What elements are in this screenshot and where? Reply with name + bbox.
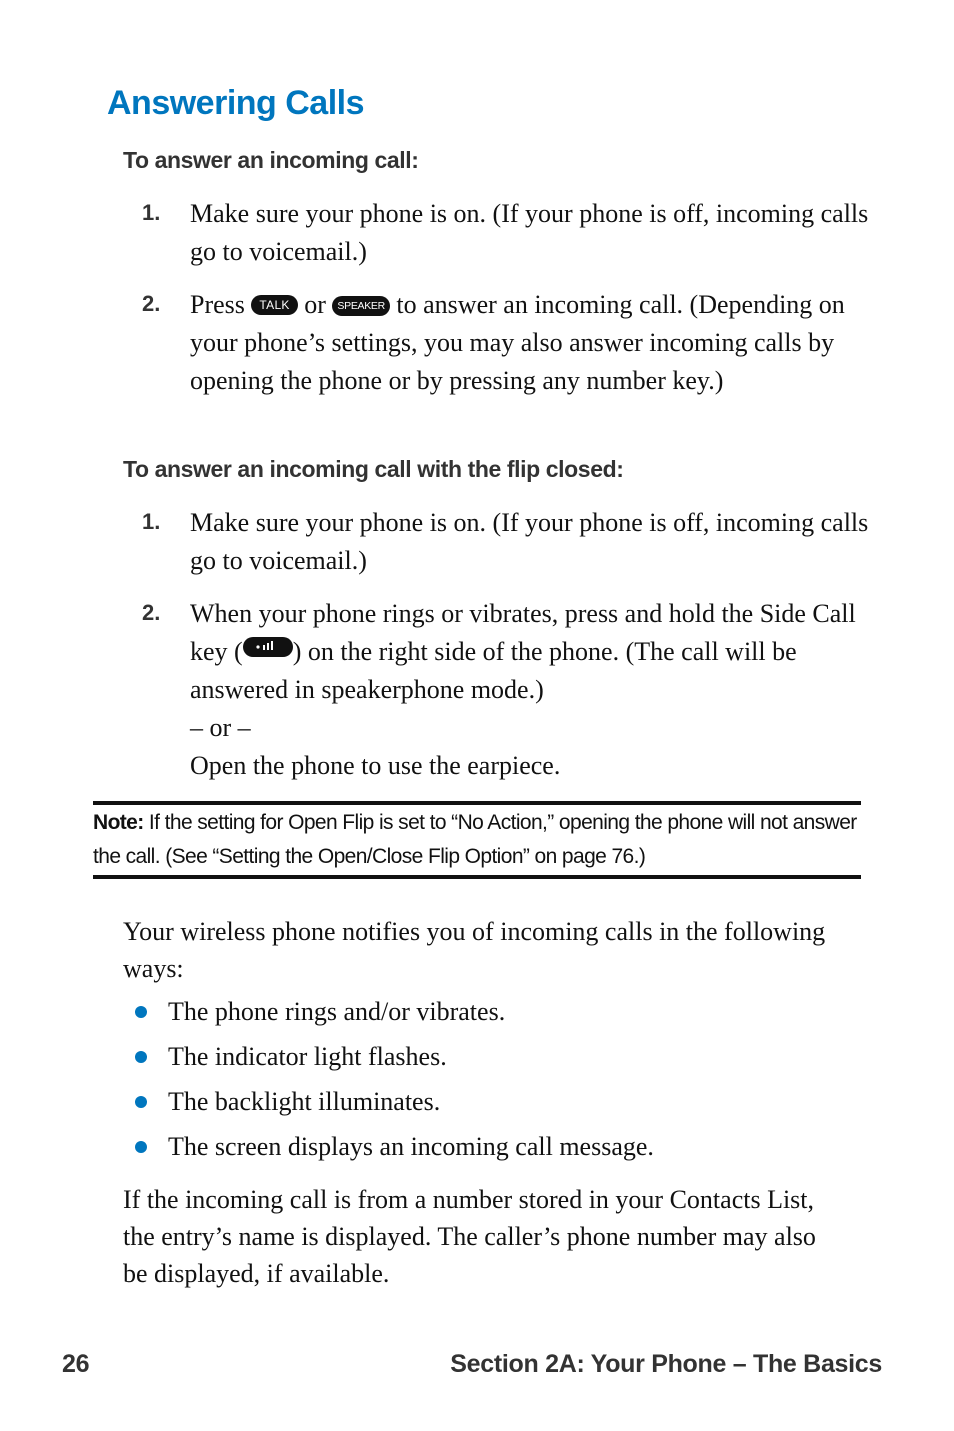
step-text-rest: to answer an incoming call. (Depending on your phone’s settings, you may also answer incoming calls by opening the phone or by pressing any number key.) [190,290,845,395]
flip-closed-heading: To answer an incoming call with the flip closed: [123,456,624,482]
list-item: The indicator light flashes. [168,1042,447,1071]
note-top-rule [93,801,861,805]
speaker-key-icon: SPEAKER [332,296,390,316]
page-title: Answering Calls [107,84,365,122]
alternative-text: Open the phone to use the earpiece. [190,751,561,780]
intro-paragraph: Your wireless phone notifies you of incoming calls in the following ways: [123,917,826,983]
closing-paragraph: If the incoming call is from a number stored in your Contacts List, the entry’s name is displayed. The caller’s phone number may also be displayed, if available. [123,1185,816,1288]
page-number: 26 [62,1350,90,1378]
list-item: The backlight illuminates. [168,1087,441,1116]
or-separator: – or – [190,713,251,742]
step-text-press: Press [190,290,245,319]
step-number: 1. [142,200,161,225]
step-text: Make sure your phone is on. (If your phone is off, incoming calls go to voicemail.) [190,199,869,266]
list-item: The screen displays an incoming call message. [168,1132,654,1161]
note-label: Note: [93,811,144,834]
section-footer: Section 2A: Your Phone – The Basics [450,1350,882,1378]
step-number: 2. [142,291,161,316]
bullet-icon [135,1141,147,1153]
step-text-or: or [304,290,326,319]
list-item: The phone rings and/or vibrates. [168,997,506,1026]
step-number: 1. [142,509,161,534]
step-text [190,595,870,785]
answer-call-heading: To answer an incoming call: [123,147,419,173]
step-text-before-icon: When your phone rings or vibrates, press and hold the Side Call key ( [190,599,856,666]
side-call-key-icon [243,637,293,657]
note-box [93,806,863,874]
step-text-after-icon: ) on the right side of the phone. (The call will be answered in speakerphone mode.) [190,637,797,704]
bullet-icon [135,1096,147,1108]
talk-key-icon: TALK [251,295,297,315]
step-number: 2. [142,600,161,625]
note-bottom-rule [93,875,861,879]
bullet-icon [135,1051,147,1063]
step-text [190,286,870,400]
bullet-icon [135,1006,147,1018]
note-text: If the setting for Open Flip is set to “No Action,” opening the phone will not answer the call. (See “Setting the Open/Close Flip Option” on page 76.) [93,811,857,868]
step-text: Make sure your phone is on. (If your phone is off, incoming calls go to voicemail.) [190,508,869,575]
